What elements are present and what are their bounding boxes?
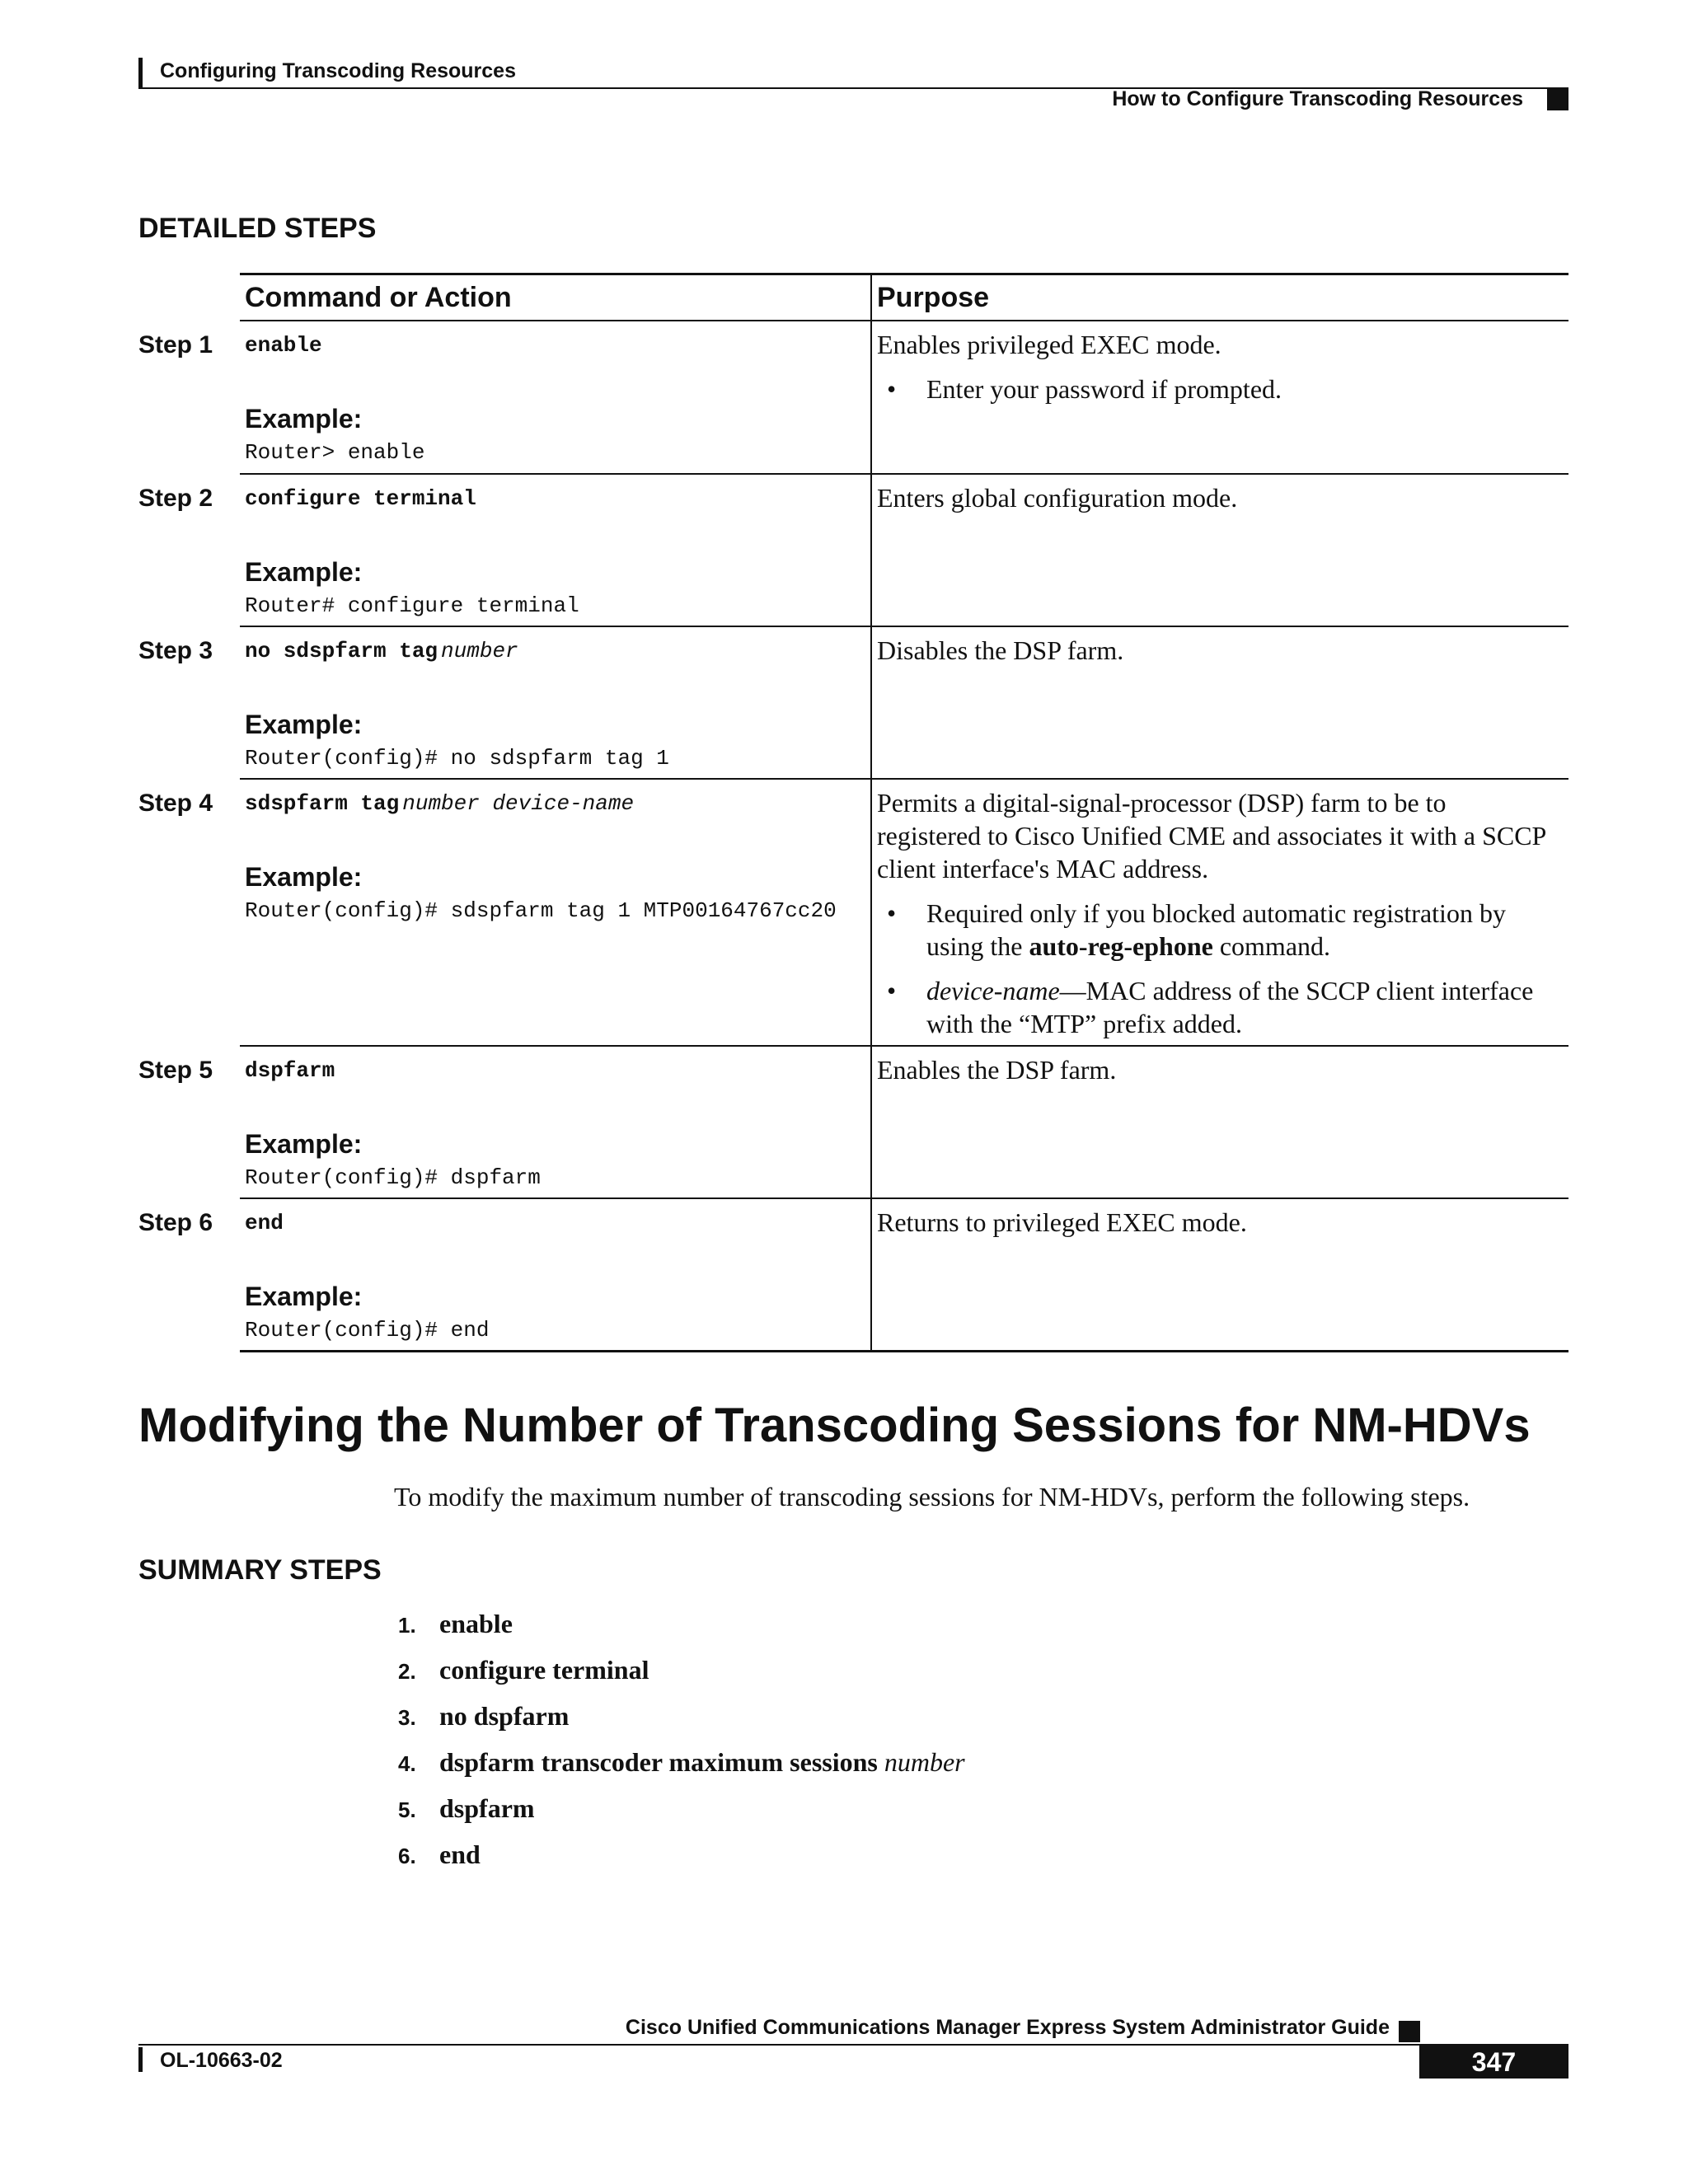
list-command: dspfarm bbox=[439, 1793, 535, 1823]
detailed-steps-table bbox=[138, 273, 1568, 1352]
page-number: 347 bbox=[1419, 2046, 1568, 2079]
command-cell bbox=[240, 627, 872, 778]
list-argument: number bbox=[884, 1747, 965, 1777]
col-header-purpose: Purpose bbox=[877, 282, 990, 313]
example-label: Example: bbox=[245, 404, 363, 434]
header-section-title: How to Configure Transcoding Resources bbox=[1112, 87, 1523, 110]
purpose-cell bbox=[872, 780, 1568, 1045]
command-cell bbox=[240, 1199, 872, 1350]
purpose-text: Permits a digital-signal-processor (DSP) farm to be to registered to Cisco Unified CME and associates it with a SCCP client interface's MAC address. bbox=[877, 788, 1546, 883]
footer-left-bar bbox=[138, 2047, 143, 2072]
purpose-text: Disables the DSP farm. bbox=[877, 635, 1124, 665]
purpose-cell bbox=[872, 1199, 1568, 1350]
bullet-command: auto-reg-ephone bbox=[1029, 931, 1213, 961]
list-number: 2. bbox=[398, 1659, 416, 1684]
purpose-cell bbox=[872, 321, 1568, 473]
purpose-bullet: • Enter your password if prompted. bbox=[877, 373, 1568, 405]
step-label: Step 3 bbox=[138, 637, 213, 664]
command-cell bbox=[240, 321, 872, 473]
list-item bbox=[398, 1609, 965, 1655]
example-code: Router(config)# end bbox=[245, 1318, 490, 1343]
purpose-bullet bbox=[877, 974, 1552, 1040]
example-code: Router# configure terminal bbox=[245, 593, 579, 618]
table-row bbox=[138, 627, 1568, 780]
header-chapter-title: Configuring Transcoding Resources bbox=[160, 59, 516, 82]
example-code: Router(config)# no sdspfarm tag 1 bbox=[245, 746, 669, 771]
purpose-text: Enables the DSP farm. bbox=[877, 1055, 1117, 1085]
detailed-steps-heading: DETAILED STEPS bbox=[138, 213, 377, 244]
command-cell bbox=[240, 1047, 872, 1197]
footer-doc-number: OL-10663-02 bbox=[160, 2049, 283, 2072]
list-number: 4. bbox=[398, 1751, 416, 1776]
example-code: Router> enable bbox=[245, 440, 425, 465]
list-command: enable bbox=[439, 1609, 513, 1638]
list-item bbox=[398, 1840, 965, 1886]
example-label: Example: bbox=[245, 1129, 363, 1159]
command-text: no sdspfarm tag bbox=[245, 639, 438, 663]
command-argument: number bbox=[441, 639, 518, 663]
list-item bbox=[398, 1655, 965, 1701]
section-intro: To modify the maximum number of transcoding sessions for NM-HDVs, perform the following steps. bbox=[394, 1482, 1470, 1511]
example-code: Router(config)# sdspfarm tag 1 MTP00164767cc20 bbox=[245, 898, 837, 923]
purpose-cell bbox=[872, 1047, 1568, 1197]
footer-rule bbox=[138, 2044, 1568, 2046]
command-cell bbox=[240, 475, 872, 626]
footer-square-marker bbox=[1399, 2021, 1420, 2042]
step-label: Step 2 bbox=[138, 485, 213, 512]
example-label: Example: bbox=[245, 557, 363, 587]
purpose-text: Returns to privileged EXEC mode. bbox=[877, 1207, 1247, 1237]
list-item bbox=[398, 1793, 965, 1840]
purpose-cell bbox=[872, 475, 1568, 626]
list-command: end bbox=[439, 1840, 481, 1869]
bullet-text: command. bbox=[1212, 931, 1331, 961]
list-command: no dspfarm bbox=[439, 1701, 570, 1731]
step-label: Step 4 bbox=[138, 790, 213, 817]
command-text: enable bbox=[245, 333, 322, 358]
step-label: Step 5 bbox=[138, 1057, 213, 1084]
list-number: 1. bbox=[398, 1613, 416, 1638]
step-label: Step 6 bbox=[138, 1209, 213, 1236]
table-header bbox=[240, 273, 1568, 321]
purpose-bullet bbox=[877, 897, 1552, 963]
section-title: Modifying the Number of Transcoding Sessions for NM-HDVs bbox=[138, 1399, 1531, 1452]
list-number: 3. bbox=[398, 1705, 416, 1730]
bullet-text: —MAC address of the SCCP client interface with the “MTP” prefix added. bbox=[926, 976, 1534, 1038]
table-row bbox=[138, 475, 1568, 627]
list-item bbox=[398, 1701, 965, 1747]
table-row bbox=[138, 1199, 1568, 1352]
list-command: dspfarm transcoder maximum sessions bbox=[439, 1747, 878, 1777]
table-row bbox=[138, 1047, 1568, 1199]
summary-steps-heading: SUMMARY STEPS bbox=[138, 1554, 382, 1586]
command-text: end bbox=[245, 1211, 284, 1235]
header-left-bar bbox=[138, 58, 143, 87]
col-header-command: Command or Action bbox=[240, 275, 872, 320]
purpose-text: Enables privileged EXEC mode. bbox=[877, 330, 1221, 359]
purpose-cell bbox=[872, 627, 1568, 778]
command-text: dspfarm bbox=[245, 1058, 335, 1083]
example-label: Example: bbox=[245, 862, 363, 892]
command-text: configure terminal bbox=[245, 486, 476, 511]
command-text: sdspfarm tag bbox=[245, 791, 400, 816]
example-label: Example: bbox=[245, 710, 363, 739]
table-row bbox=[138, 780, 1568, 1047]
list-number: 5. bbox=[398, 1797, 416, 1822]
footer-guide-title: Cisco Unified Communications Manager Express System Administrator Guide bbox=[625, 2016, 1390, 2039]
step-label: Step 1 bbox=[138, 331, 213, 359]
command-cell bbox=[240, 780, 872, 1045]
bullet-text: Required only if you blocked automatic registration by using the bbox=[926, 898, 1506, 961]
list-number: 6. bbox=[398, 1844, 416, 1868]
example-code: Router(config)# dspfarm bbox=[245, 1165, 541, 1190]
bullet-argument: device-name bbox=[926, 976, 1060, 1005]
command-argument: number device-name bbox=[402, 791, 635, 816]
example-label: Example: bbox=[245, 1282, 363, 1311]
table-row bbox=[138, 321, 1568, 475]
list-item bbox=[398, 1747, 965, 1793]
header-square-marker bbox=[1547, 89, 1568, 110]
summary-steps-list bbox=[398, 1609, 965, 1886]
list-command: configure terminal bbox=[439, 1655, 649, 1685]
purpose-text: Enters global configuration mode. bbox=[877, 483, 1238, 513]
